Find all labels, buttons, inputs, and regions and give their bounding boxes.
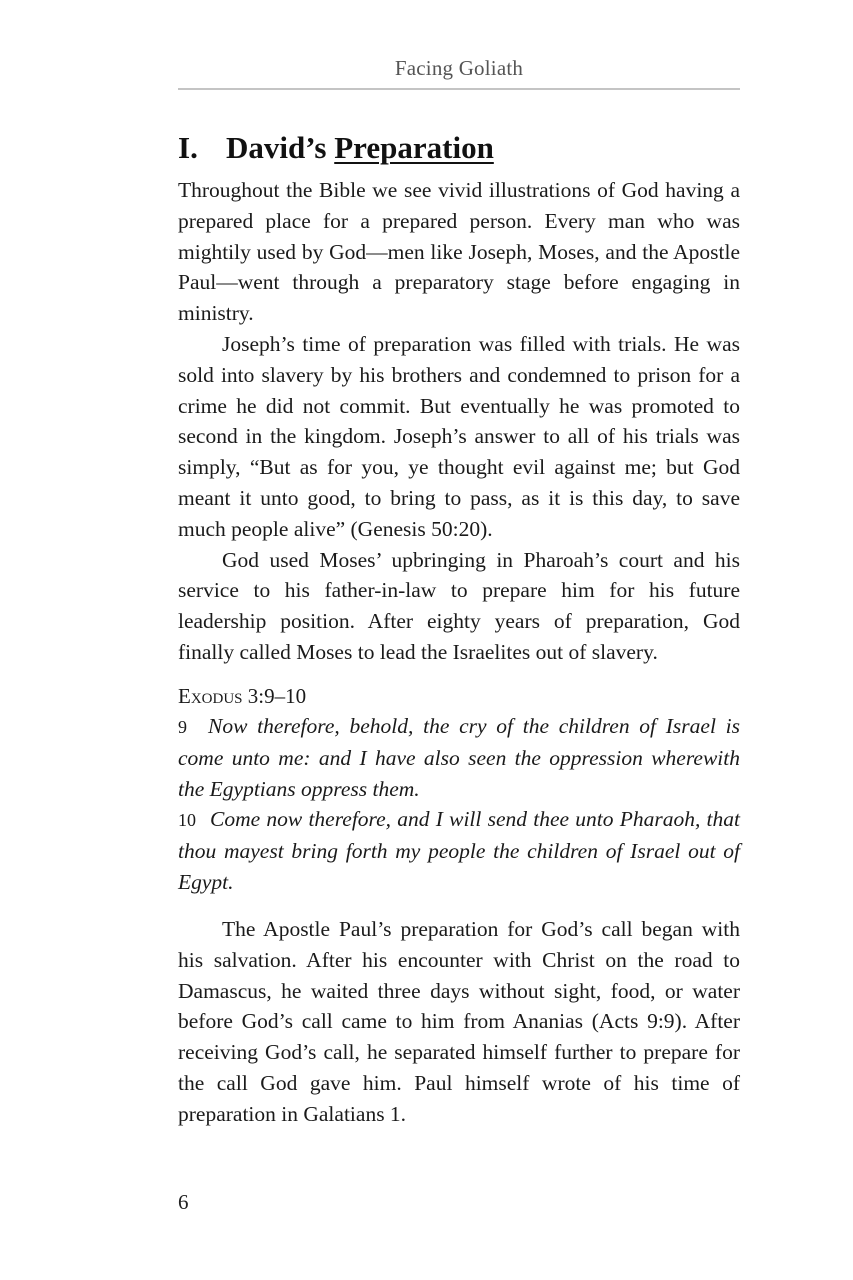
header-divider [178,88,740,90]
scripture-reference: Exodus 3:9–10 [178,684,307,708]
paragraph-joseph: Joseph’s time of preparation was filled with trials. He was sold into slavery by his brothers and condemned to prison for a crime he did not commit. But eventually he was promoted to second in the kingdom. Joseph’s answer to all of his trials was simply, “But as for you, ye thought evil against me; but God meant it unto good, to bring to pass, as it is this day, to save much people alive” (Genesis 50:20). [178,331,740,541]
section-heading [178,130,494,166]
body-text-block [178,175,740,668]
running-header-title: Facing Goliath [394,56,524,80]
scripture-block [178,681,740,898]
paragraph-intro: Throughout the Bible we see vivid illustrations of God having a prepared place for a prepared person. Every man who was mightily used by God—men like Joseph, Moses, and the Apostle Paul—went through a preparatory stage before engaging in ministry. [178,178,740,326]
verse-text: Come now therefore, and I will send thee unto Pharaoh, that thou mayest bring forth my people the children of Israel out of Egypt. [178,807,740,894]
verse-text: Now therefore, behold, the cry of the children of Israel is come unto me: and I have also seen the oppression wherewith the Egyptians oppress them. [178,714,740,801]
section-number: I. [178,130,198,165]
body-text-block-closing [178,914,740,1130]
section-title-text: David’s [226,130,335,165]
verse-9 [178,711,740,804]
verse-number: 10 [178,810,196,831]
verse-10 [178,804,740,897]
verse-number: 9 [178,717,187,737]
paragraph-moses: God used Moses’ upbringing in Pharoah’s court and his service to his father-in-law to prepare him for his future leadership position. After eighty years of preparation, God finally called Moses to lead the Israelites out of slavery. [178,547,740,664]
paragraph-paul: The Apostle Paul’s preparation for God’s call began with his salvation. After his encounter with Christ on the road to Damascus, he waited three days without sight, food, or water before God’s call came to him from Ananias (Acts 9:9). After receiving God’s call, he separated himself further to prepare for the call God gave him. Paul himself wrote of his time of preparation in Galatians 1. [178,917,740,1126]
section-title-underlined: Preparation [334,130,494,165]
page-number: 6 [178,1190,189,1214]
